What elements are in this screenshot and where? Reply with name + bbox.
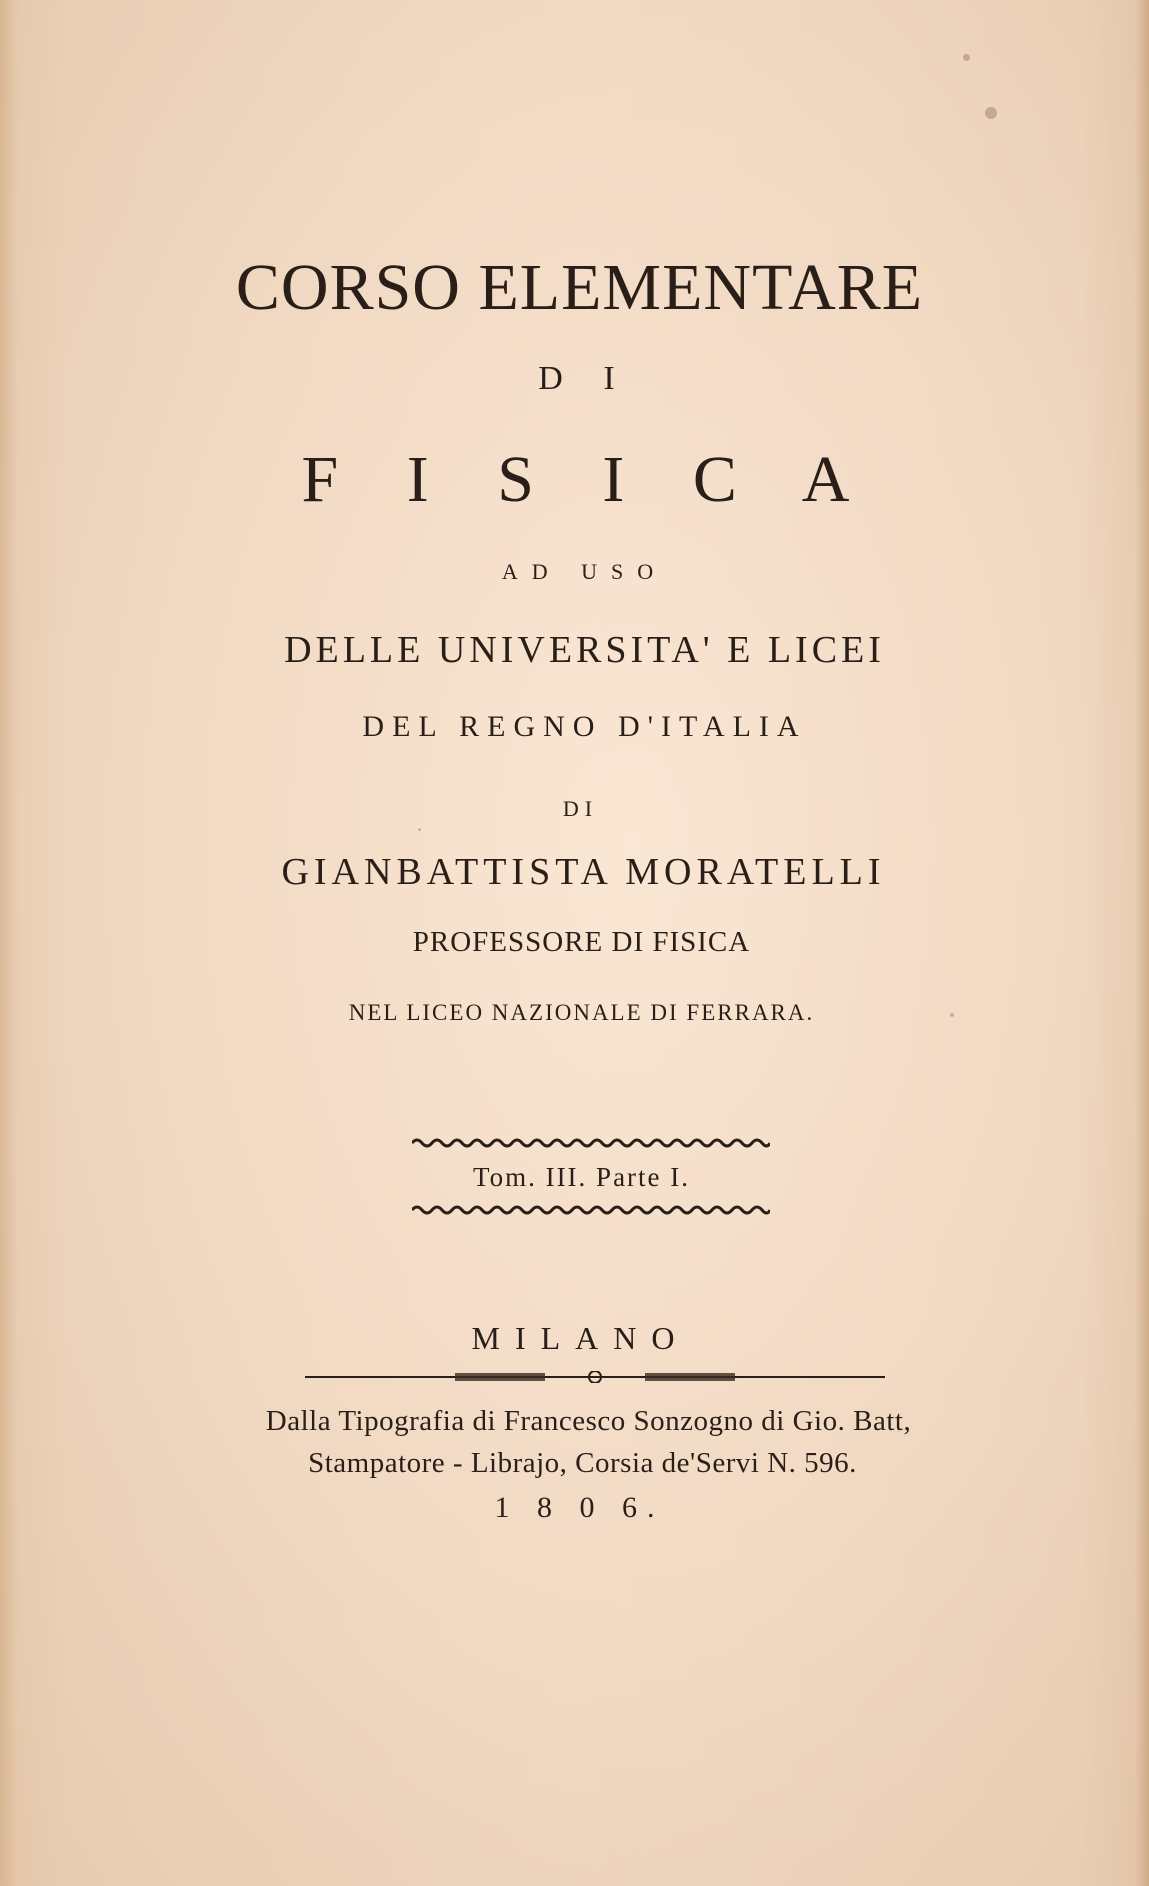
- wave-ornament-bottom: [412, 1204, 770, 1216]
- title-line-2: F I S I C A: [301, 443, 876, 516]
- author-title: PROFESSORE DI FISICA: [412, 926, 751, 958]
- imprint-line-2: Stampatore - Librajo, Corsia de'Servi N. 596.: [308, 1447, 857, 1479]
- title-line-1: CORSO ELEMENTARE: [235, 251, 924, 324]
- paper-fleck: [985, 107, 997, 119]
- paper-fleck: [963, 54, 970, 61]
- audience-line-2: DEL REGNO D'ITALIA: [362, 710, 807, 743]
- volume-label: Tom. III. Parte I.: [472, 1162, 691, 1192]
- publication-year: 1 8 0 6.: [494, 1491, 665, 1524]
- wave-ornament-top: [412, 1137, 770, 1149]
- audience-line-1: DELLE UNIVERSITA' E LICEI: [284, 629, 885, 671]
- city: MILANO: [471, 1320, 690, 1356]
- purpose-line: AD USO: [501, 559, 668, 584]
- paper-fleck: [950, 1013, 954, 1017]
- imprint-line-1: Dalla Tipografia di Francesco Sonzogno di Gio. Batt,: [265, 1405, 912, 1437]
- author-name: GIANBATTISTA MORATELLI: [281, 851, 886, 893]
- decorative-rule: [305, 1371, 885, 1383]
- title-di: D I: [538, 360, 631, 397]
- author-di: DI: [562, 796, 599, 821]
- paper-fleck: [418, 828, 421, 831]
- author-affiliation: NEL LICEO NAZIONALE DI FERRARA.: [348, 1000, 815, 1025]
